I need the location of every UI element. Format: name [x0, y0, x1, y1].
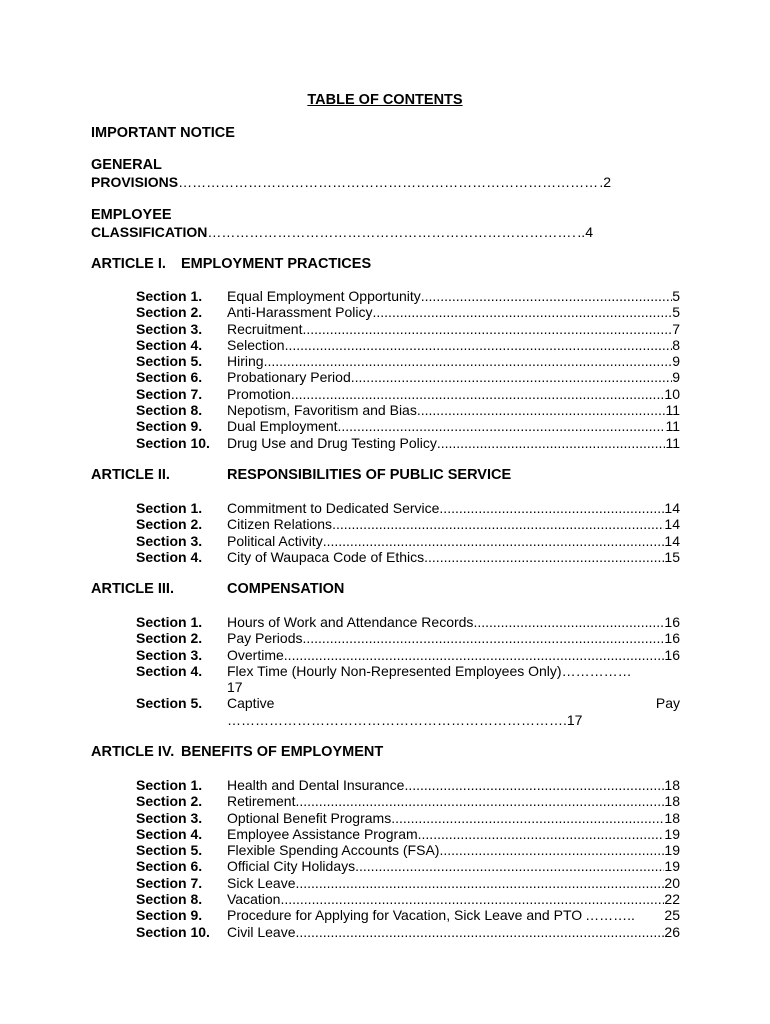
- toc-row: [136, 875, 680, 891]
- toc-row: [136, 842, 680, 858]
- toc-row: [136, 891, 680, 907]
- section-page: 18: [664, 809, 680, 826]
- section-page: 5: [672, 288, 680, 304]
- leader-dots: [332, 516, 664, 532]
- article-2-label: ARTICLE II.: [91, 467, 170, 483]
- toc-row: [136, 369, 680, 385]
- section-page: 19: [664, 825, 680, 842]
- section-number: Section 4.: [136, 662, 203, 679]
- leader-dots: [264, 353, 673, 369]
- employee-label: CLASSIFICATION: [91, 224, 208, 240]
- article-1-sections: [136, 288, 680, 451]
- section-title: Dual Employment: [227, 418, 338, 435]
- section-number: Section 1.: [136, 500, 203, 516]
- employee-page: ..4: [577, 224, 593, 240]
- leader-dots: [417, 402, 666, 418]
- section-page: 8: [672, 336, 680, 353]
- section-page: 14: [664, 532, 680, 549]
- captive-pay-line: [227, 695, 680, 711]
- employee-line1: EMPLOYEE: [91, 207, 172, 223]
- section-title: [227, 695, 680, 728]
- flex-time-line: [227, 663, 680, 679]
- section-number: Section 3.: [136, 320, 203, 337]
- toc-row: [136, 386, 680, 402]
- section-title: Commitment to Dedicated Service: [227, 500, 440, 516]
- section-page: 18: [664, 793, 680, 810]
- toc-row: [136, 810, 680, 826]
- section-page: 20: [664, 874, 680, 891]
- section-page: 5: [672, 304, 680, 321]
- article-3-sections: [136, 614, 680, 728]
- important-notice: IMPORTANT NOTICE: [91, 125, 235, 141]
- section-title: Probationary Period: [227, 369, 351, 386]
- article-4-label: ARTICLE IV.: [91, 744, 175, 760]
- section-page: 16: [664, 630, 680, 647]
- section-title: Nepotism, Favoritism and Bias: [227, 402, 417, 419]
- toc-row: [136, 549, 680, 565]
- leader-dots: [302, 630, 664, 646]
- section-title: Health and Dental Insurance: [227, 777, 405, 793]
- section-title: Equal Employment Opportunity: [227, 288, 421, 304]
- article-4-sections: [136, 777, 680, 940]
- pay-word: Pay: [655, 695, 680, 712]
- toc-row: [136, 777, 680, 793]
- section-number: Section 2.: [136, 793, 203, 810]
- section-title: Selection: [227, 336, 285, 353]
- section-page: 14: [664, 516, 680, 533]
- ellipsis-leader: ………..: [585, 907, 635, 924]
- leader-dots: [338, 418, 666, 434]
- leader-dots: [404, 777, 664, 793]
- section-title: Overtime: [227, 646, 284, 663]
- toc-row: [136, 533, 680, 549]
- article-2-heading: [91, 467, 512, 483]
- section-page: 17: [227, 679, 243, 696]
- general-label: PROVISIONS: [91, 174, 179, 190]
- leader-dots: [391, 810, 664, 826]
- article-3-heading: [91, 581, 345, 597]
- article-2-title: RESPONSIBILITIES OF PUBLIC SERVICE: [227, 467, 512, 483]
- leader-dots: [355, 858, 664, 874]
- article-4-title: BENEFITS OF EMPLOYMENT: [181, 744, 384, 760]
- section-number: Section 10.: [136, 434, 210, 451]
- section-title: Employee Assistance Program: [227, 825, 418, 842]
- section-number: Section 8.: [136, 891, 203, 908]
- toc-row: [136, 516, 680, 532]
- section-number: Section 4.: [136, 548, 203, 565]
- toc-row: [136, 924, 680, 940]
- section-number: Section 9.: [136, 418, 203, 435]
- section-page: 25: [664, 907, 680, 924]
- leader-dots: [473, 614, 664, 630]
- section-title: Political Activity: [227, 532, 323, 549]
- toc-row-wrapped: [136, 695, 680, 728]
- section-title: Drug Use and Drug Testing Policy: [227, 434, 437, 451]
- section-page: 11: [665, 418, 680, 435]
- section-number: Section 6.: [136, 858, 203, 875]
- section-page: 9: [672, 353, 680, 370]
- section-number: Section 3.: [136, 532, 203, 549]
- section-title: Citizen Relations: [227, 516, 333, 533]
- section-page: 10: [664, 385, 680, 402]
- leader-dots: [295, 793, 664, 809]
- section-page: 15: [664, 548, 680, 565]
- toc-row: [136, 418, 680, 434]
- section-number: Section 1.: [136, 288, 203, 304]
- section-title: Procedure for Applying for Vacation, Sick Leave and PTO: [227, 907, 583, 924]
- section-number: Section 4.: [136, 336, 203, 353]
- section-number: Section 1.: [136, 777, 203, 793]
- toc-row: [136, 304, 680, 320]
- section-number: Section 9.: [136, 907, 203, 924]
- leader-dots: [280, 891, 664, 907]
- section-number: Section 6.: [136, 369, 203, 386]
- general-page: .2: [599, 174, 611, 190]
- section-number: Section 8.: [136, 402, 203, 419]
- section-number: Section 2.: [136, 630, 203, 647]
- section-number: Section 2.: [136, 304, 203, 321]
- section-title: Vacation: [227, 891, 281, 908]
- section-title: City of Waupaca Code of Ethics: [227, 548, 425, 565]
- toc-row: [136, 288, 680, 304]
- section-title: Civil Leave: [227, 923, 296, 940]
- leader-dots: [284, 647, 665, 663]
- article-3-title: COMPENSATION: [227, 581, 345, 597]
- section-number: Section 5.: [136, 842, 203, 859]
- section-number: Section 4.: [136, 825, 203, 842]
- section-number: Section 10.: [136, 923, 210, 940]
- section-page: 16: [664, 646, 680, 663]
- article-1-heading: [91, 256, 372, 272]
- section-page: 19: [664, 858, 680, 875]
- toc-row: [136, 907, 680, 923]
- section-number: Section 7.: [136, 385, 203, 402]
- toc-row: [136, 337, 680, 353]
- leader-dots: [418, 826, 665, 842]
- section-number: Section 1.: [136, 614, 203, 630]
- section-page: 11: [665, 402, 680, 419]
- leader-dots: [373, 304, 673, 320]
- article-2-sections: [136, 500, 680, 565]
- section-number: Section 7.: [136, 874, 203, 891]
- section-title: Promotion: [227, 385, 291, 402]
- section-page: 19: [664, 842, 680, 859]
- employee-classification-entry: [91, 207, 593, 241]
- section-title: Retirement: [227, 793, 296, 810]
- leader-dots: [351, 369, 672, 385]
- leader-dots: [439, 500, 664, 516]
- leader-dots: [323, 533, 665, 549]
- section-page: 11: [665, 434, 680, 451]
- toc-row: [136, 630, 680, 646]
- leader-dots: [291, 386, 665, 402]
- section-number: Section 5.: [136, 695, 203, 712]
- section-number: Section 3.: [136, 646, 203, 663]
- toc-row: [136, 402, 680, 418]
- section-number: Section 5.: [136, 353, 203, 370]
- section-page: 14: [664, 500, 680, 516]
- leader-dots: [295, 875, 664, 891]
- captive-pay-leader: ……………………………………………………………….17: [227, 711, 583, 728]
- leader-dots: [178, 174, 599, 191]
- section-title: Recruitment: [227, 320, 303, 337]
- leader-dots: [295, 924, 664, 940]
- article-1-title: EMPLOYMENT PRACTICES: [181, 256, 372, 272]
- toc-row-wrapped: [136, 663, 680, 696]
- toc-row: [136, 793, 680, 809]
- toc-row: [136, 321, 680, 337]
- section-title: Anti-Harassment Policy: [227, 304, 373, 321]
- section-page: 18: [664, 777, 680, 793]
- section-number: Section 3.: [136, 809, 203, 826]
- toc-row: [136, 826, 680, 842]
- section-page: 16: [664, 614, 680, 630]
- section-page: 7: [672, 320, 680, 337]
- general-line1: GENERAL: [91, 157, 162, 173]
- section-title: [227, 663, 680, 696]
- section-page: 26: [664, 923, 680, 940]
- toc-row: [136, 353, 680, 369]
- section-title: Hiring: [227, 353, 264, 370]
- article-4-heading: [91, 744, 384, 760]
- leader-dots: [302, 321, 672, 337]
- leader-dots: [437, 435, 666, 451]
- captive-word: Captive: [227, 695, 275, 712]
- leader-dots: [285, 337, 673, 353]
- section-title: Pay Periods: [227, 630, 303, 647]
- toc-row: [136, 858, 680, 874]
- toc-row: [136, 614, 680, 630]
- leader-dots: [439, 842, 664, 858]
- section-title: Hours of Work and Attendance Records: [227, 614, 474, 630]
- general-provisions-entry: [91, 157, 611, 191]
- toc-row: [136, 435, 680, 451]
- section-title: Optional Benefit Programs: [227, 809, 392, 826]
- section-number: Section 2.: [136, 516, 203, 533]
- section-title: Official City Holidays: [227, 858, 356, 875]
- section-title: Sick Leave: [227, 874, 296, 891]
- toc-row: [136, 500, 680, 516]
- article-3-label: ARTICLE III.: [91, 581, 174, 597]
- article-1-label: ARTICLE I.: [91, 256, 166, 272]
- leader-dots: [207, 224, 577, 241]
- section-page: 9: [672, 369, 680, 386]
- page-title: TABLE OF CONTENTS: [307, 92, 463, 108]
- leader-dots: [424, 549, 664, 565]
- leader-dots: [421, 288, 672, 304]
- employee-line2: [91, 224, 593, 241]
- general-line2: [91, 174, 611, 191]
- toc-row: [136, 647, 680, 663]
- flex-time-title: Flex Time (Hourly Non-Represented Employees Only)……………: [227, 662, 632, 679]
- section-title: Flexible Spending Accounts (FSA): [227, 842, 440, 859]
- section-page: 22: [664, 891, 680, 908]
